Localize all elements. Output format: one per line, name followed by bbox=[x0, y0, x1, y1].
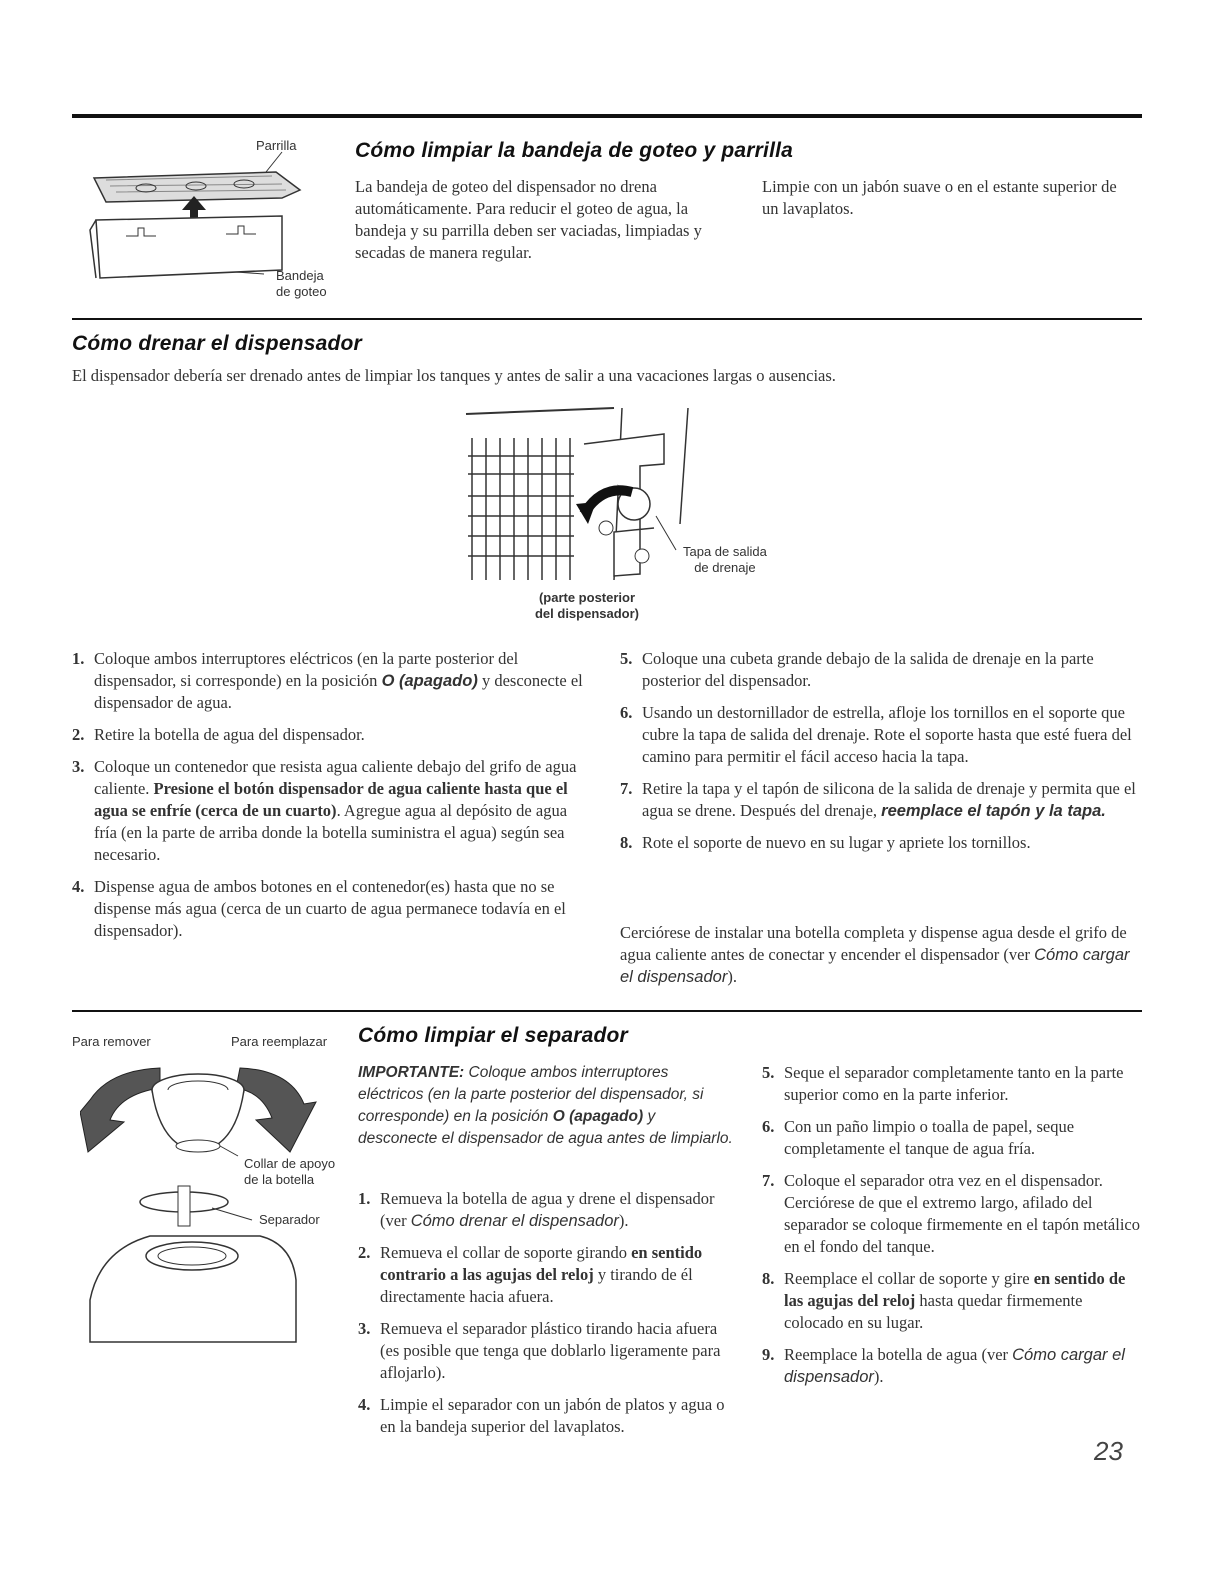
step-text-end: ). bbox=[873, 1367, 884, 1386]
step-text: Retire la botella de agua del dispensador. bbox=[94, 725, 365, 744]
step-text: Rote el soporte de nuevo en su lugar y apriete los tornillos. bbox=[642, 833, 1031, 852]
step-number: 4. bbox=[72, 877, 85, 896]
step-text: Remueva el separador plástico tirando hacia afuera (es posible que tenga que doblarlo ligeramente para aflojarlo). bbox=[380, 1319, 721, 1382]
step-text: Reemplace la botella de agua (ver bbox=[784, 1345, 1013, 1364]
step-text: Seque el separador completamente tanto en la parte superior como en la parte inferior. bbox=[784, 1063, 1124, 1104]
drain-closing bbox=[620, 922, 1142, 988]
label-bandeja-line2: de goteo bbox=[276, 284, 327, 299]
separator-steps-mid bbox=[358, 1188, 733, 1448]
step-text: Reemplace el collar de soporte y gire bbox=[784, 1269, 1034, 1288]
label-para-remover: Para remover bbox=[72, 1034, 151, 1049]
step-number: 9. bbox=[762, 1345, 775, 1364]
step-number: 4. bbox=[358, 1395, 371, 1414]
list-item bbox=[620, 702, 1142, 768]
step-link: Cómo cargar el dispensador bbox=[784, 1346, 1125, 1386]
important-note bbox=[358, 1062, 733, 1150]
list-item bbox=[358, 1318, 733, 1384]
list-item bbox=[72, 648, 592, 714]
step-number: 1. bbox=[358, 1189, 371, 1208]
step-number: 5. bbox=[620, 649, 633, 668]
label-collar bbox=[244, 1156, 335, 1188]
step-text: Dispense agua de ambos botones en el contenedor(es) hasta que no se dispense más agua (cerca de un cuarto de agua permanece todavía en el dispensador). bbox=[94, 877, 566, 940]
step-number: 1. bbox=[72, 649, 85, 668]
drain-cap-illustration bbox=[464, 404, 704, 584]
step-emphasis: en sentido de las agujas del reloj bbox=[784, 1269, 1126, 1310]
separator-illustration bbox=[80, 1060, 340, 1350]
list-item bbox=[620, 778, 1142, 822]
step-emphasis: Presione el botón dispensador de agua caliente hasta que el agua se enfríe (cerca de un cuarto) bbox=[94, 779, 568, 820]
drain-steps-right bbox=[620, 648, 1142, 864]
step-text-end: y desconecte el dispensador de agua. bbox=[94, 671, 583, 712]
step-text: Coloque una cubeta grande debajo de la salida de drenaje en la parte posterior del dispensador. bbox=[642, 649, 1094, 690]
figure-caption bbox=[527, 590, 647, 622]
top-rule bbox=[72, 114, 1142, 118]
step-number: 5. bbox=[762, 1063, 775, 1082]
step-text: Coloque ambos interruptores eléctricos (en la parte posterior del dispensador, si corresponde) en la posición bbox=[94, 649, 519, 690]
figure-caption-line1: (parte posterior bbox=[538, 590, 636, 605]
drain-steps-left bbox=[72, 648, 592, 952]
list-item bbox=[762, 1062, 1142, 1106]
label-bandeja-line1: Bandeja bbox=[276, 268, 324, 283]
closing-end: ). bbox=[727, 967, 737, 986]
section1-col2: Limpie con un jabón suave o en el estante superior de un lavaplatos. bbox=[762, 177, 1117, 218]
step-number: 2. bbox=[72, 725, 85, 744]
step-number: 3. bbox=[358, 1319, 371, 1338]
step-emphasis: reemplace el tapón y la tapa. bbox=[881, 802, 1106, 820]
list-item bbox=[762, 1116, 1142, 1160]
step-text-end: hasta quedar firmemente colocado en su lugar. bbox=[784, 1291, 1083, 1332]
step-emphasis: O (apagado) bbox=[381, 672, 478, 690]
list-item bbox=[762, 1170, 1142, 1258]
label-para-reemplazar: Para reemplazar bbox=[231, 1034, 328, 1049]
label-bandeja bbox=[276, 268, 327, 300]
list-item bbox=[762, 1268, 1142, 1334]
section1-col1: La bandeja de goteo del dispensador no drena automáticamente. Para reducir el goteo de agua, la bandeja y su parrilla deben ser vaciadas, limpiadas y secadas de manera regular. bbox=[355, 177, 702, 262]
closing-text: Cerciórese de instalar una botella completa y dispense agua desde el grifo de agua caliente antes de conectar y encender el dispensador (ver bbox=[620, 923, 1127, 964]
step-text: Remueva el collar de soporte girando bbox=[380, 1243, 632, 1262]
important-emphasis: O (apagado) bbox=[552, 1108, 644, 1125]
list-item bbox=[72, 756, 592, 866]
label-drain-cap-line1: Tapa de salida bbox=[683, 544, 767, 559]
step-text-end: . Agregue agua al depósito de agua fría (en la parte de arriba donde la botella suministra el agua) según sea necesario. bbox=[94, 801, 568, 864]
step-number: 6. bbox=[620, 703, 633, 722]
separator-steps-right bbox=[762, 1062, 1142, 1398]
label-parrilla: Parrilla bbox=[256, 138, 297, 153]
important-text-end: y desconecte el dispensador de agua antes de limpiarlo. bbox=[358, 1108, 733, 1147]
label-drain-cap-line2: de drenaje bbox=[694, 560, 756, 575]
step-text: Limpie el separador con un jabón de platos y agua o en la bandeja superior del lavaplatos. bbox=[380, 1395, 725, 1436]
list-item bbox=[72, 876, 592, 942]
list-item bbox=[358, 1188, 733, 1232]
step-number: 8. bbox=[620, 833, 633, 852]
list-item bbox=[620, 832, 1142, 854]
page-number: 23 bbox=[1094, 1436, 1123, 1466]
list-item bbox=[72, 724, 592, 746]
closing-link: Cómo cargar el dispensador bbox=[620, 946, 1130, 986]
section3-title: Cómo limpiar el separador bbox=[358, 1024, 628, 1047]
figure-caption-line2: del dispensador) bbox=[534, 606, 640, 621]
label-collar-line1: Collar de apoyo bbox=[244, 1156, 336, 1171]
step-text: Coloque un contenedor que resista agua caliente debajo del grifo de agua caliente. bbox=[94, 757, 577, 798]
list-item bbox=[620, 648, 1142, 692]
step-text-end: ). bbox=[618, 1211, 629, 1230]
step-text: Retire la tapa y el tapón de silicona de la salida de drenaje y permita que el agua se drene. Después del drenaje, bbox=[642, 779, 1136, 820]
label-collar-line2: de la botella bbox=[244, 1172, 315, 1187]
section1-title: Cómo limpiar la bandeja de goteo y parrilla bbox=[355, 139, 794, 162]
list-item bbox=[358, 1394, 733, 1438]
step-text: Remueva la botella de agua y drene el dispensador (ver bbox=[380, 1189, 715, 1230]
step-number: 2. bbox=[358, 1243, 371, 1262]
step-link: Cómo drenar el dispensador bbox=[410, 1212, 619, 1230]
step-number: 6. bbox=[762, 1117, 775, 1136]
step-text: Coloque el separador otra vez en el dispensador. Cerciórese de que el extremo largo, afilado del separador se coloque firmemente en el tapón metálico en el fondo del tanque. bbox=[784, 1171, 1140, 1256]
important-label: IMPORTANTE: bbox=[358, 1064, 465, 1081]
step-text: Con un paño limpio o toalla de papel, seque completamente el tanque de agua fría. bbox=[784, 1117, 1075, 1158]
section-rule-1 bbox=[72, 318, 1142, 320]
label-drain-cap bbox=[683, 544, 767, 576]
step-number: 7. bbox=[620, 779, 633, 798]
step-emphasis: en sentido contrario a las agujas del reloj bbox=[380, 1243, 703, 1284]
step-number: 7. bbox=[762, 1171, 775, 1190]
section2-intro: El dispensador debería ser drenado antes de limpiar los tanques y antes de salir a una vacaciones largas o ausencias. bbox=[72, 366, 836, 385]
list-item bbox=[358, 1242, 733, 1308]
step-number: 8. bbox=[762, 1269, 775, 1288]
step-number: 3. bbox=[72, 757, 85, 776]
step-text-end: y tirando de él directamente hacia afuera. bbox=[380, 1265, 693, 1306]
step-text: Usando un destornillador de estrella, afloje los tornillos en el soporte que cubre la tapa de salida del drenaje. Rote el soporte hasta que esté fuera del camino para permitir el fácil acceso hacia la tapa. bbox=[642, 703, 1132, 766]
label-separador: Separador bbox=[259, 1212, 320, 1227]
important-text: Coloque ambos interruptores eléctricos (en la parte posterior del dispensador, si corresponde) en la posición bbox=[358, 1064, 704, 1125]
section-rule-2 bbox=[72, 1010, 1142, 1012]
list-item bbox=[762, 1344, 1142, 1388]
section2-title: Cómo drenar el dispensador bbox=[72, 332, 362, 355]
